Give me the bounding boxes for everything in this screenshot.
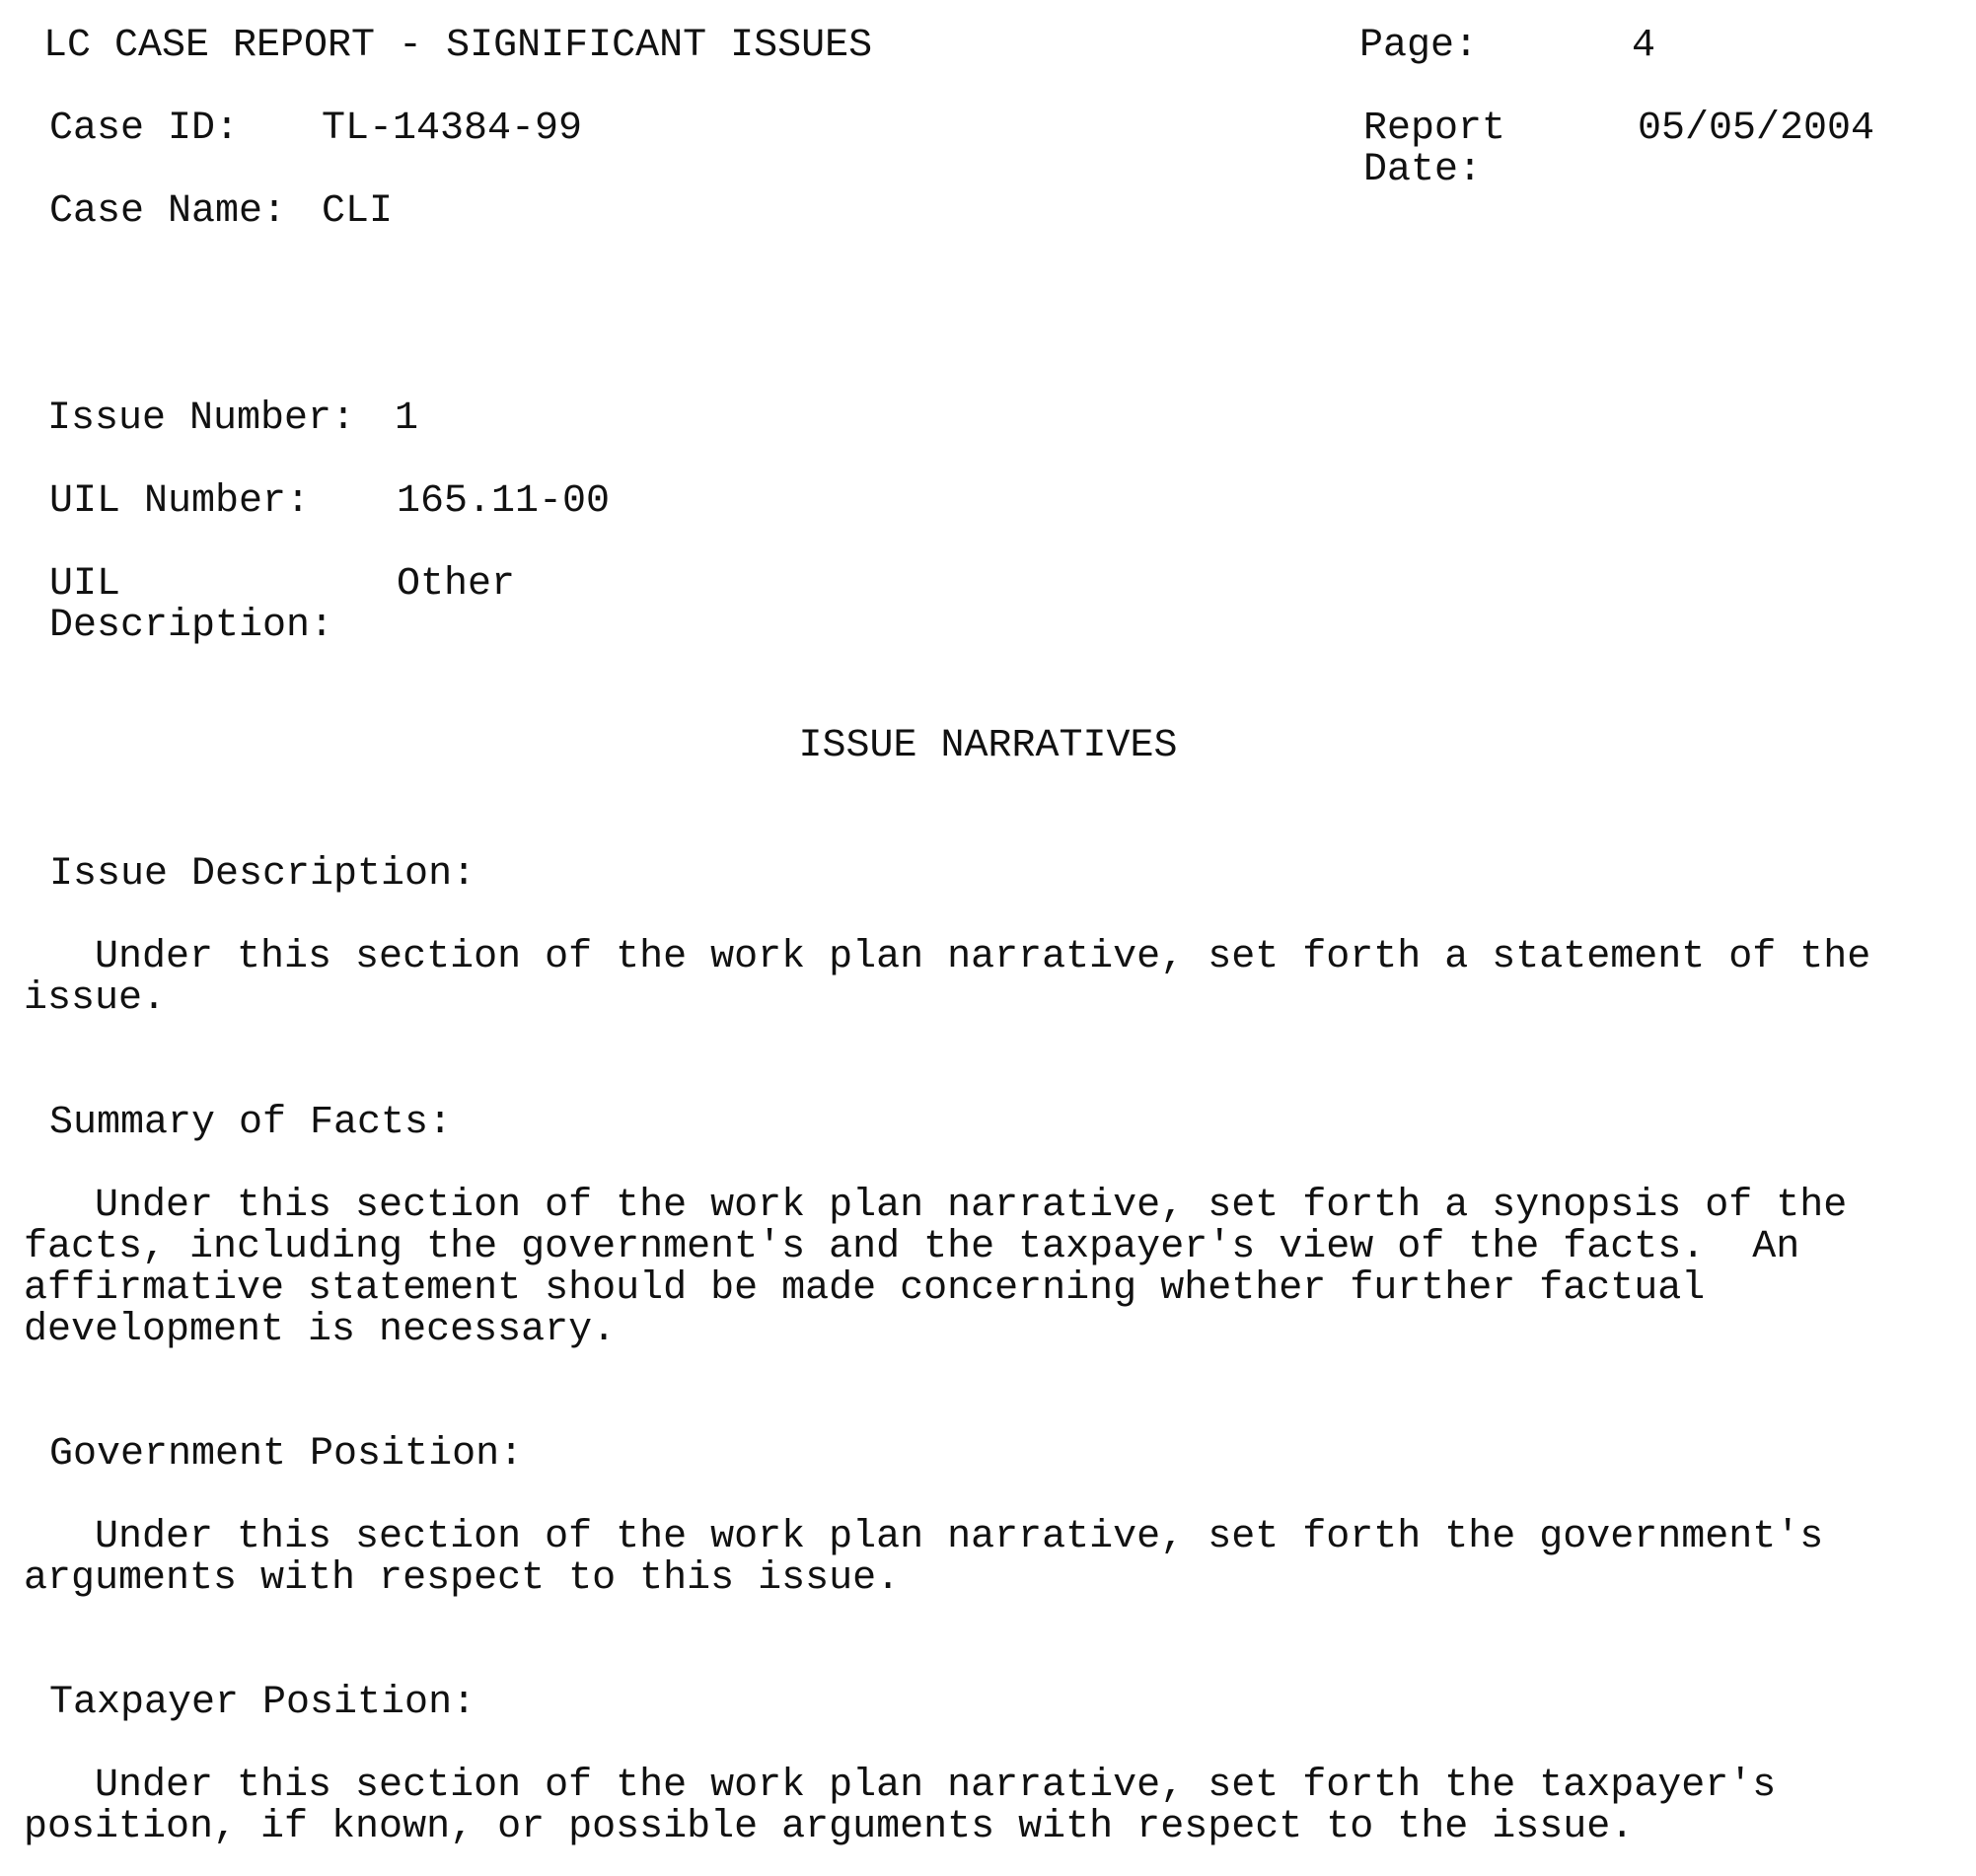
section-title-taxpayer-position: Taxpayer Position: (49, 1681, 476, 1725)
page-number: 4 (1632, 24, 1656, 68)
case-id-value: TL-14384-99 (322, 107, 583, 151)
section-body-taxpayer-position: Under this section of the work plan narrative, set forth the taxpayer's position, if known, or possible arguments with respect to the issue. (24, 1764, 1777, 1849)
section-body-government-position: Under this section of the work plan narrative, set forth the government's arguments with respect to this issue. (24, 1515, 1824, 1601)
case-name-value: CLI (322, 189, 394, 234)
issue-narratives-heading: ISSUE NARRATIVES (798, 724, 1178, 768)
section-title-summary-of-facts: Summary of Facts: (49, 1101, 453, 1145)
report-date-label-line1: Report (1363, 107, 1506, 151)
report-date-label-line2: Date: (1363, 148, 1483, 192)
report-date-value: 05/05/2004 (1638, 107, 1875, 151)
section-body-issue-description: Under this section of the work plan narrative, set forth a statement of the issue. (24, 935, 1871, 1021)
page-label: Page: (1359, 24, 1479, 68)
uil-description-label-line2: Description: (49, 604, 334, 648)
section-title-government-position: Government Position: (49, 1432, 524, 1477)
issue-number-label: Issue Number: (47, 397, 356, 441)
section-body-summary-of-facts: Under this section of the work plan narrative, set forth a synopsis of the facts, including the government's and the taxpayer's view of the facts. An affirmative statement should be made concerning whether further factual development is necessary. (24, 1184, 1848, 1352)
case-name-label: Case Name: (49, 189, 287, 234)
report-title: LC CASE REPORT - SIGNIFICANT ISSUES (43, 24, 873, 68)
uil-number-label: UIL Number: (49, 479, 311, 524)
uil-number-value: 165.11-00 (397, 479, 611, 524)
uil-description-label-line1: UIL (49, 562, 121, 607)
issue-number-value: 1 (395, 397, 419, 441)
section-title-issue-description: Issue Description: (49, 852, 476, 897)
case-id-label: Case ID: (49, 107, 240, 151)
uil-description-value: Other (397, 562, 516, 607)
